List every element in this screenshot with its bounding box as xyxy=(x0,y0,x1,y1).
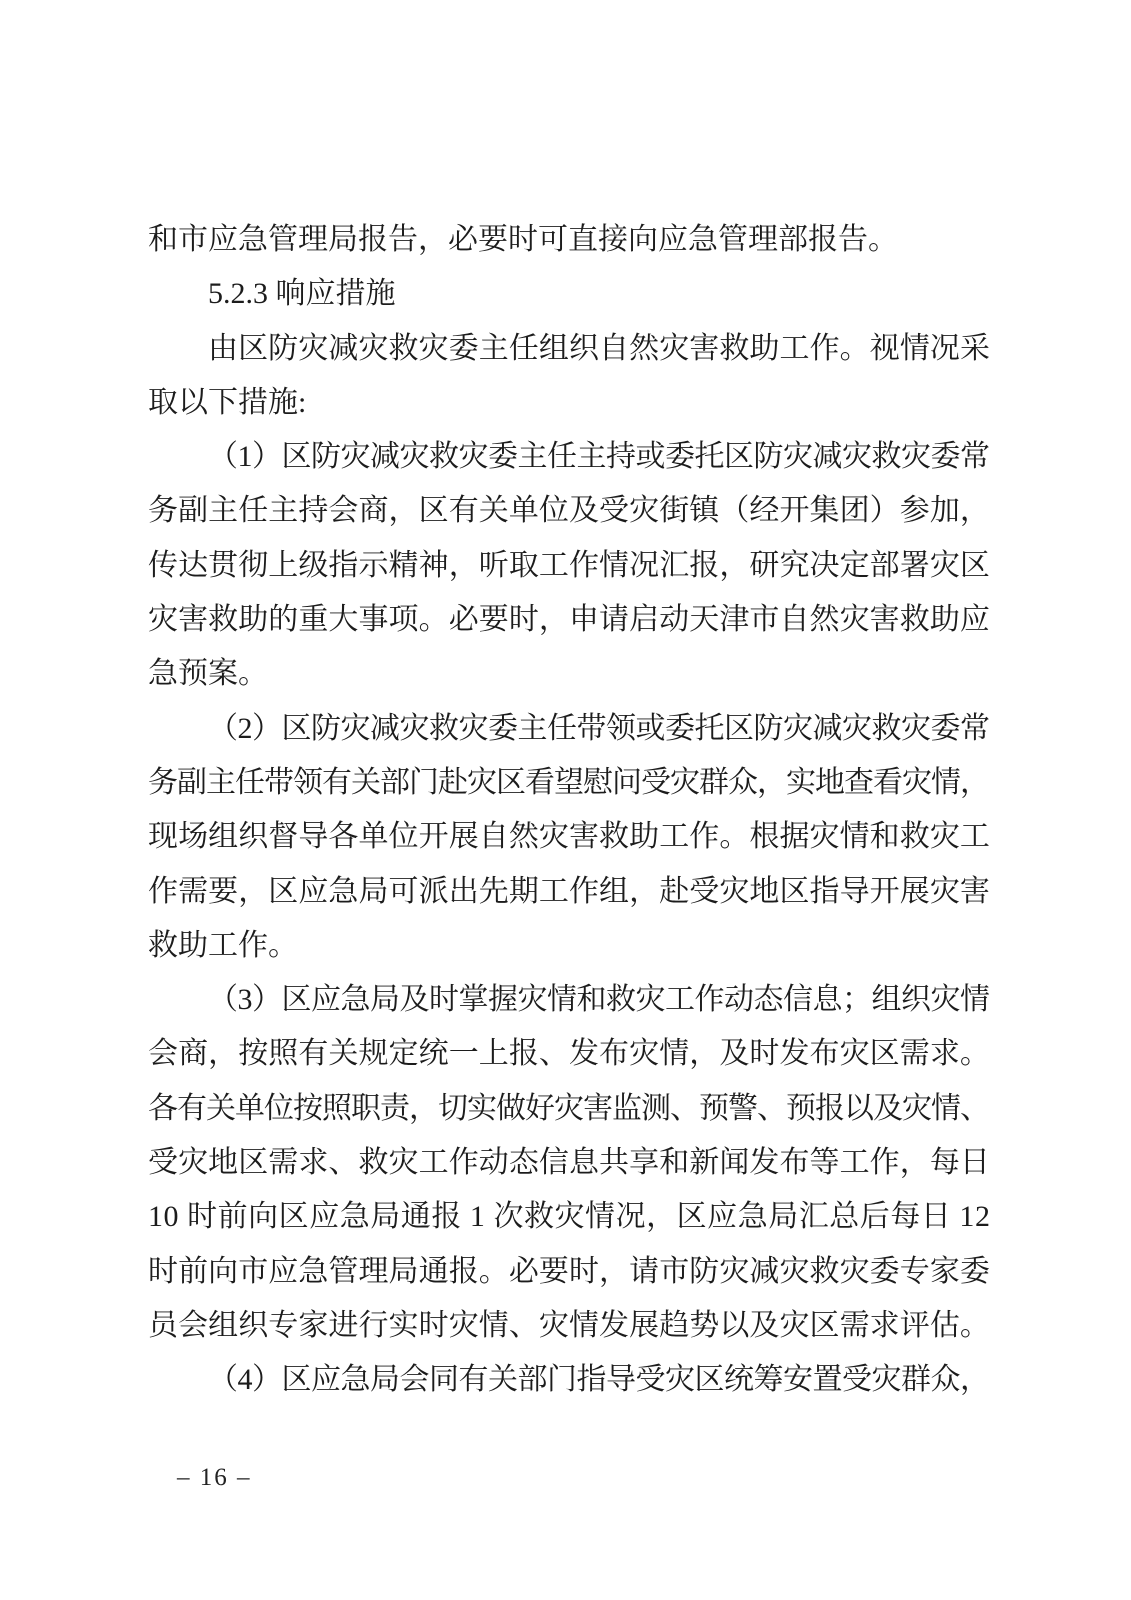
text-line-content: 各有关单位按照职责，切实做好灾害监测、预警、预报以及灾情、 xyxy=(148,1091,989,1125)
text-line xyxy=(148,702,990,756)
text-line xyxy=(148,973,990,1027)
text-line xyxy=(148,756,990,810)
text-line xyxy=(148,1136,990,1190)
page-number: – 16 – xyxy=(177,1464,252,1491)
text-line-content: 会商，按照有关规定统一上报、发布灾情，及时发布灾区需求。 xyxy=(148,1037,990,1071)
text-line xyxy=(148,1299,990,1353)
text-line xyxy=(148,213,990,267)
text-line xyxy=(148,1082,990,1136)
text-line-content: 务副主任带领有关部门赴灾区看望慰问受灾群众，实地查看灾情， xyxy=(148,765,989,799)
section-heading xyxy=(148,267,990,321)
text-line xyxy=(148,484,990,538)
text-line-content: 取以下措施: xyxy=(148,385,307,419)
text-line xyxy=(148,1353,990,1407)
text-line-content: 和市应急管理局报告，必要时可直接向应急管理部报告。 xyxy=(148,223,898,256)
text-line-content: 作需要，区应急局可派出先期工作组，赴受灾地区指导开展灾害 xyxy=(148,874,990,908)
text-line xyxy=(148,1245,990,1299)
text-line-content: 急预案。 xyxy=(148,657,268,691)
text-line xyxy=(148,647,990,701)
document-body xyxy=(148,213,990,1408)
text-line xyxy=(148,1190,990,1244)
text-line-content: 10 时前向区应急局通报 1 次救灾情况，区应急局汇总后每日 12 xyxy=(148,1200,991,1234)
text-line xyxy=(148,430,990,484)
text-line xyxy=(148,919,990,973)
text-line xyxy=(148,593,990,647)
text-line xyxy=(148,322,990,376)
text-line xyxy=(148,539,990,593)
text-line xyxy=(148,865,990,919)
text-line-content: （4）区应急局会同有关部门指导受灾区统筹安置受灾群众， xyxy=(208,1363,990,1397)
text-line-content: 灾害救助的重大事项。必要时，申请启动天津市自然灾害救助应 xyxy=(148,603,990,637)
text-line-content: 时前向市应急管理局通报。必要时，请市防灾减灾救灾委专家委 xyxy=(148,1254,990,1288)
text-line-content: （2）区防灾减灾救灾委主任带领或委托区防灾减灾救灾委常 xyxy=(208,711,990,745)
text-line-content: 务副主任主持会商，区有关单位及受灾街镇（经开集团）参加， xyxy=(148,494,990,528)
text-line-content: 员会组织专家进行实时灾情、灾情发展趋势以及灾区需求评估。 xyxy=(148,1308,990,1342)
text-line xyxy=(148,810,990,864)
text-line-content: 救助工作。 xyxy=(148,928,298,962)
text-line-content: （3）区应急局及时掌握灾情和救灾工作动态信息；组织灾情 xyxy=(208,983,990,1017)
text-line xyxy=(148,1027,990,1081)
text-line xyxy=(148,376,990,430)
text-line-content: 由区防灾减灾救灾委主任组织自然灾害救助工作。视情况采 xyxy=(208,331,991,365)
text-line-content: 传达贯彻上级指示精神，听取工作情况汇报，研究决定部署灾区 xyxy=(148,548,990,582)
text-line-content: 现场组织督导各单位开展自然灾害救助工作。根据灾情和救灾工 xyxy=(148,820,990,854)
text-line-content: 受灾地区需求、救灾工作动态信息共享和新闻发布等工作，每日 xyxy=(148,1146,990,1180)
text-line-content: 5.2.3 响应措施 xyxy=(208,277,396,311)
text-line-content: （1）区防灾减灾救灾委主任主持或委托区防灾减灾救灾委常 xyxy=(208,440,990,474)
